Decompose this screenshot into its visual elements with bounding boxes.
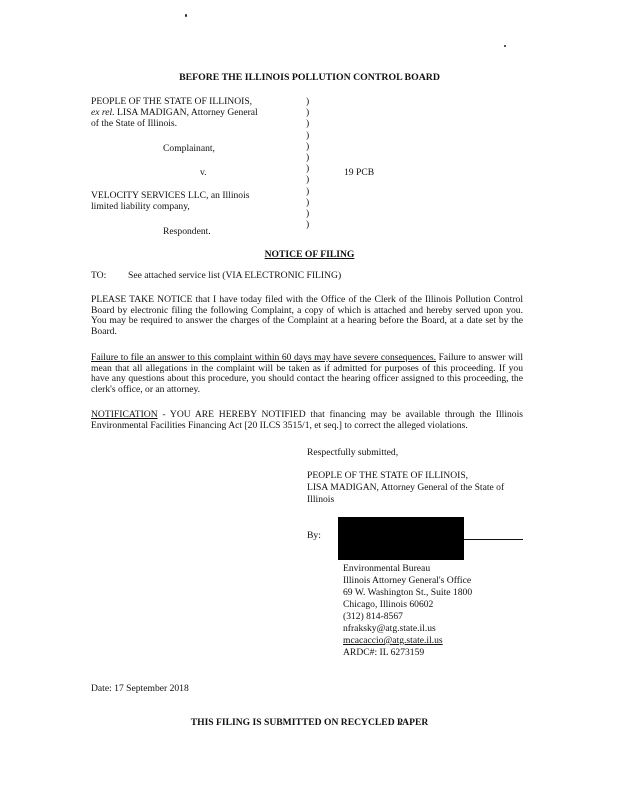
address-phone: (312) 814-8567 (343, 611, 403, 622)
paren: ) (306, 152, 310, 164)
notification-paragraph (91, 410, 523, 431)
paren: ) (306, 107, 310, 119)
recycled-paper-footer: THIS FILING IS SUBMITTED ON RECYCLED PAPER (190, 717, 429, 728)
by-label: By: (307, 530, 321, 541)
scan-speck (504, 45, 506, 47)
respondent-label: Respondent. (163, 226, 211, 237)
signatory-line2: LISA MADIGAN, Attorney General of the State of (307, 482, 505, 493)
respondent-name-line1: VELOCITY SERVICES LLC, an Illinois (91, 190, 250, 201)
complainant-name-line3: of the State of Illinois. (91, 118, 178, 129)
notice-title: NOTICE OF FILING (264, 249, 355, 260)
paren: ) (306, 118, 310, 130)
caption-parentheses (306, 96, 309, 230)
signature-line (464, 539, 523, 540)
address-bureau: Environmental Bureau (343, 563, 431, 574)
address-ardc: ARDC#: IL 6273159 (343, 647, 425, 658)
address-email-2: mcacaccio@atg.state.il.us (343, 635, 443, 646)
address-office: Illinois Attorney General's Office (343, 575, 472, 586)
paren: ) (306, 129, 310, 141)
paren: ) (306, 208, 310, 220)
closing: Respectfully submitted, (307, 447, 399, 458)
document-heading: BEFORE THE ILLINOIS POLLUTION CONTROL BOARD (179, 72, 440, 83)
case-number: 19 PCB (344, 167, 375, 178)
severe-consequences-warning: Failure to file an answer to this complaint within 60 days may have severe consequences. (91, 352, 437, 363)
to-value: See attached service list (VIA ELECTRONIC FILING) (128, 270, 342, 281)
redacted-signature (338, 517, 464, 560)
respondent-name-line2: limited liability company, (91, 201, 190, 212)
paren: ) (306, 163, 310, 175)
paren: ) (306, 196, 310, 208)
ex-rel-text: ex rel. (91, 107, 115, 118)
signatory-line3: Illinois (307, 494, 335, 505)
address-email-1: nfraksky@atg.state.il.us (343, 623, 436, 634)
attorney-general-text: LISA MADIGAN, Attorney General (114, 107, 258, 118)
notification-text: - YOU ARE HEREBY NOTIFIED that financing may be available through the Illinois Environmental Facilities Financing Act [20 ILCS 3515/1, et seq.] to correct the alleged violations. (91, 409, 523, 431)
address-street: 69 W. Washington St., Suite 1800 (343, 587, 473, 598)
scan-speck (185, 14, 187, 17)
versus-label: v. (200, 167, 207, 178)
notice-paragraph: PLEASE TAKE NOTICE that I have today filed with the Office of the Clerk of the Illinois Pollution Control Board by electronic filing the following Complaint, a copy of which is attached and hereby served upon you. You may be required to answer the charges of the Complaint at a hearing before the Board, at a date set by the Board. (91, 294, 523, 337)
signatory-line1: PEOPLE OF THE STATE OF ILLINOIS, (307, 470, 469, 481)
paren: ) (306, 140, 310, 152)
paren: ) (306, 185, 310, 197)
complainant-name-line2 (91, 107, 258, 118)
failure-to-answer-paragraph (91, 353, 523, 395)
paren: ) (306, 96, 310, 107)
paren: ) (306, 219, 310, 231)
notification-label: NOTIFICATION (91, 409, 158, 420)
failure-to-answer-text: Failure to answer will mean that all allegations in the complaint will be taken as if admitted for purposes of this proceeding. If you have any questions about this procedure, you should contact the hearing officer assigned to this proceeding, the clerk's office, or an attorney. (91, 352, 523, 395)
address-city: Chicago, Illinois 60602 (343, 599, 434, 610)
filing-date: Date: 17 September 2018 (91, 683, 189, 694)
complainant-name-line1: PEOPLE OF THE STATE OF ILLINOIS, (91, 96, 253, 107)
paren: ) (306, 174, 310, 186)
to-label: TO: (91, 270, 107, 281)
complainant-label: Complainant, (163, 143, 215, 154)
